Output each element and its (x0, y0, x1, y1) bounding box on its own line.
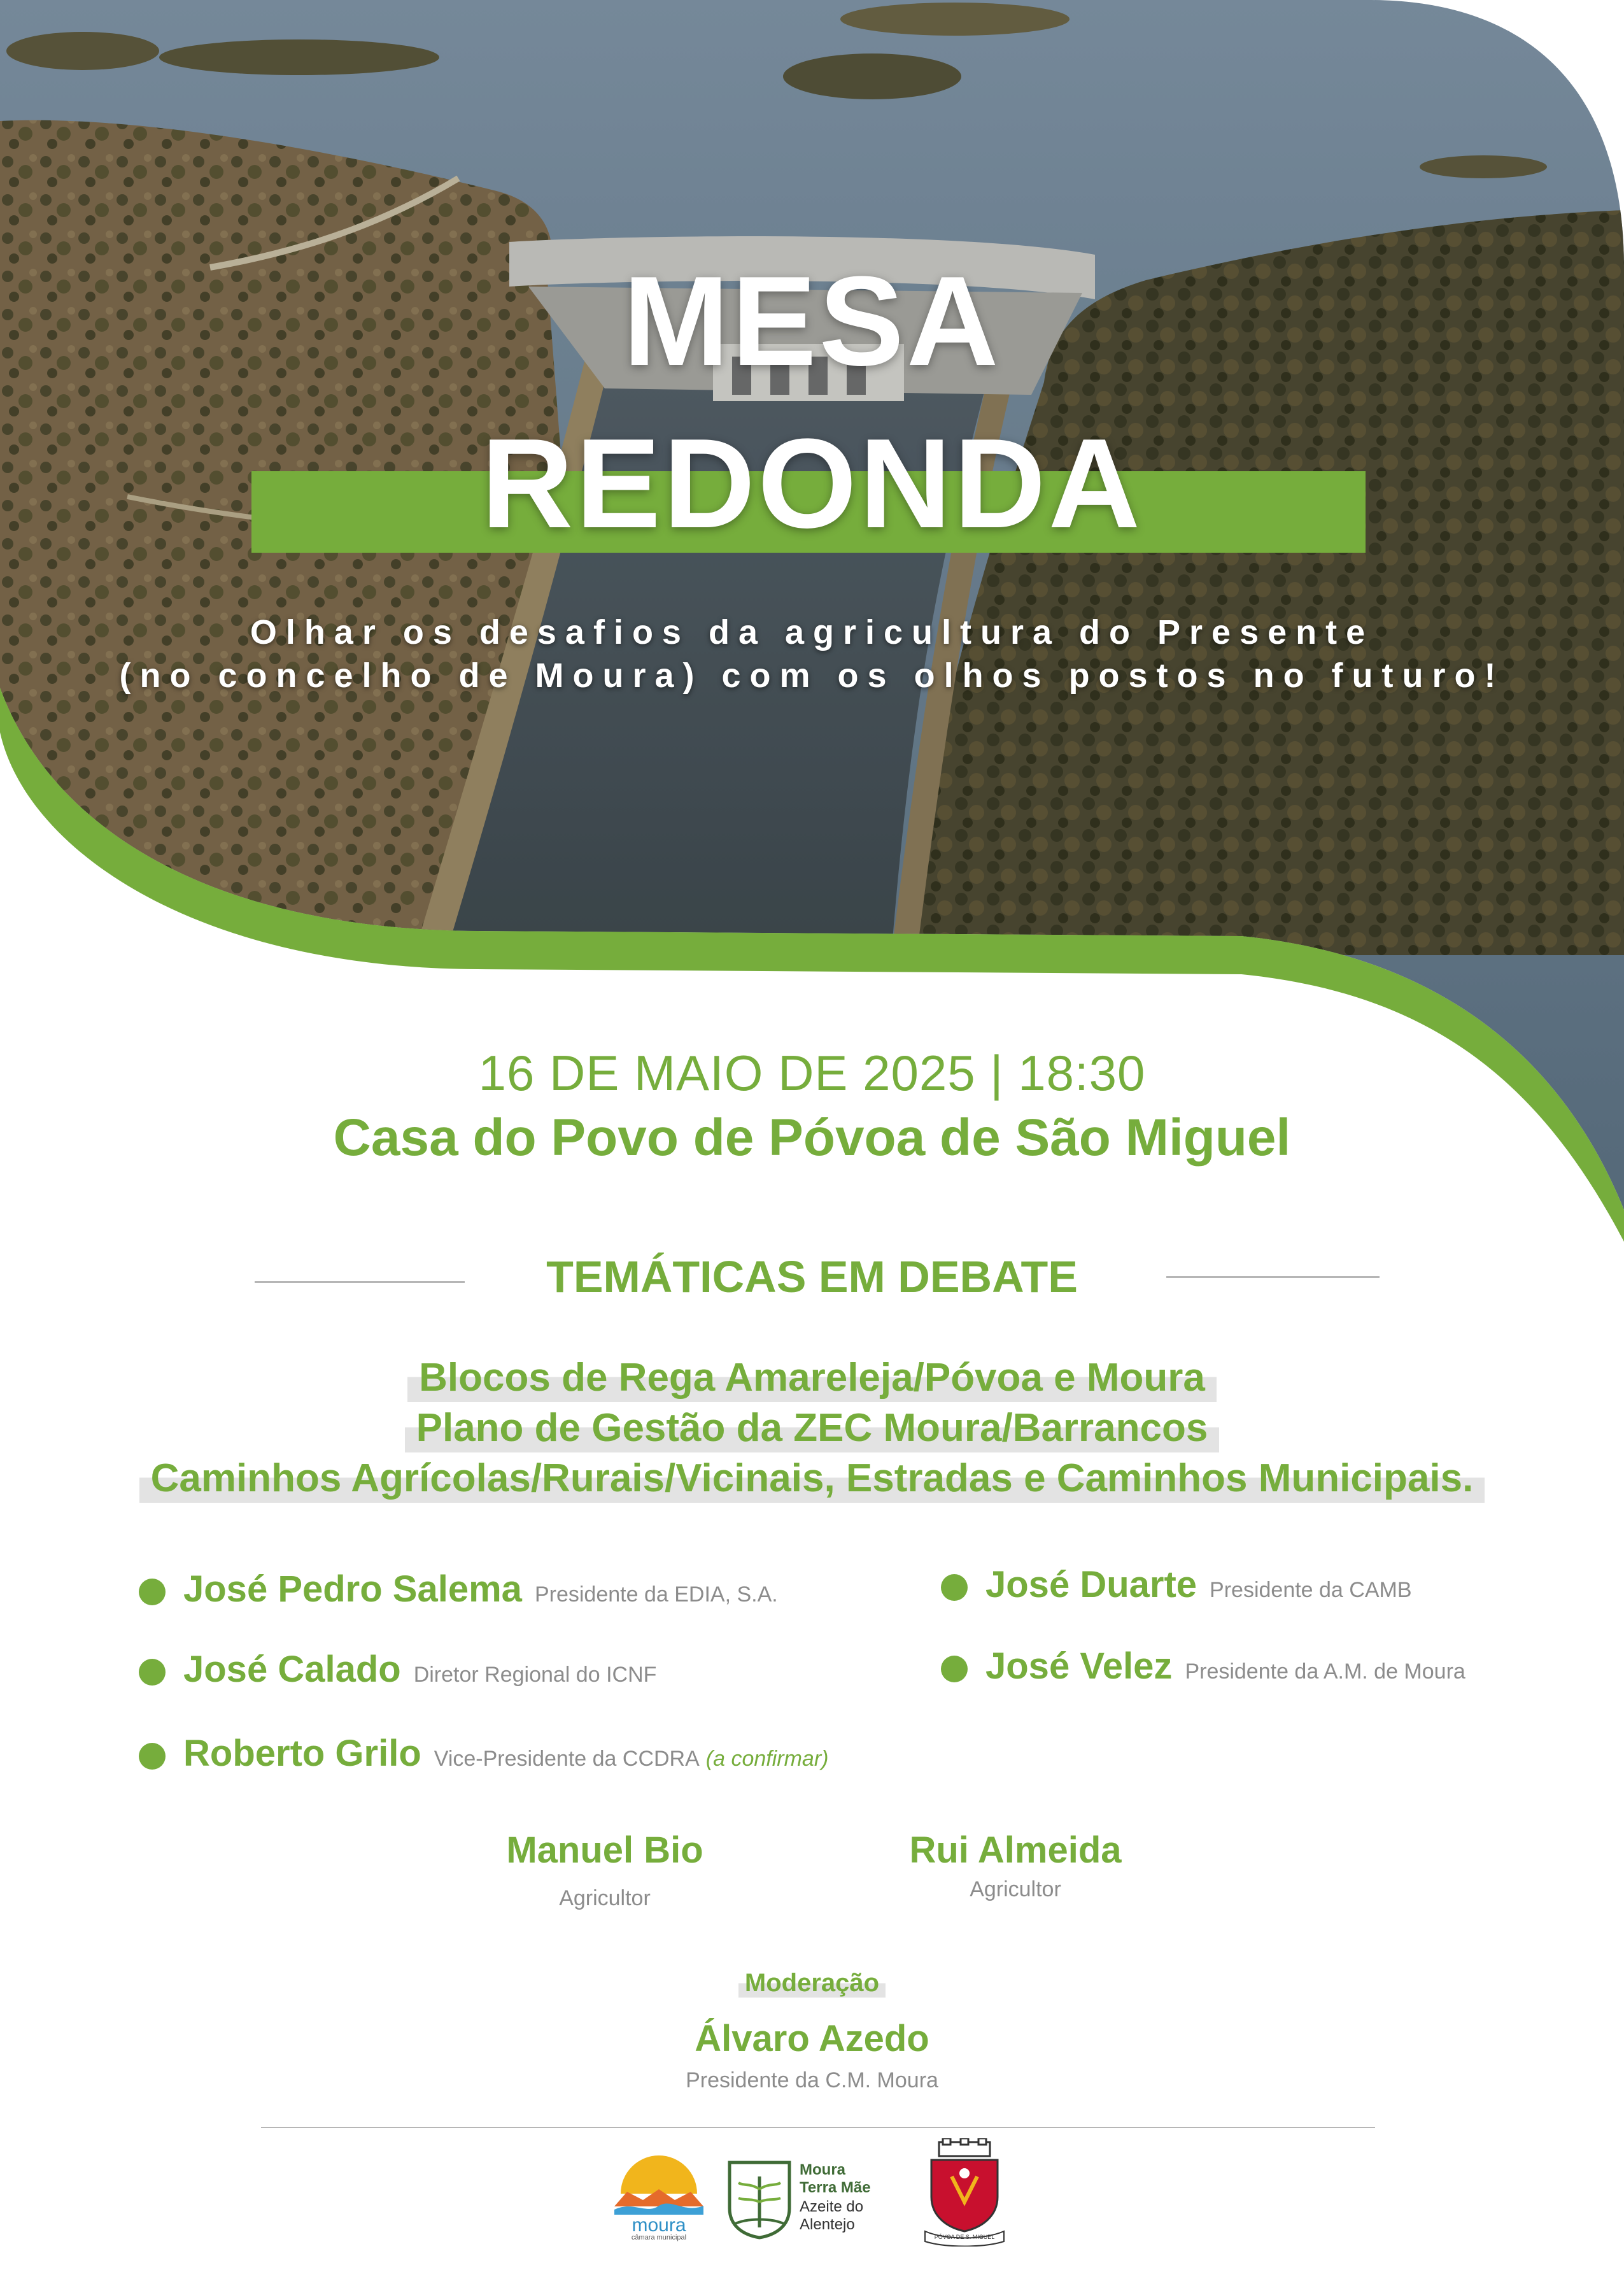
topics-heading: TEMÁTICAS EM DEBATE (546, 1252, 1078, 1302)
subtitle-line-1: Olhar os desafios da agricultura do Presente (250, 613, 1374, 651)
topic-text: Blocos de Rega Amareleja/Póvoa e Moura (407, 1354, 1217, 1402)
footer-divider (261, 2127, 1375, 2128)
moderation-label (0, 1969, 1624, 1998)
terra-mae-line2: Terra Mãe (800, 2179, 871, 2196)
speaker-role: Presidente da CAMB (1210, 1578, 1412, 1602)
subtitle-line-2: (no concelho de Moura) com os olhos postos no futuro! (119, 657, 1505, 695)
speaker-role: Vice-Presidente da CCDRA (434, 1747, 700, 1771)
speaker-role: Presidente da EDIA, S.A. (534, 1582, 778, 1607)
terra-mae-line1: Moura (800, 2161, 845, 2178)
terra-mae-line4: Alentejo (800, 2216, 855, 2233)
freguesia-coat-of-arms-logo (920, 2138, 1009, 2247)
topic-item (0, 1354, 1624, 1402)
terra-mae-line3: Azeite do (800, 2198, 864, 2215)
freguesia-ribbon-text: PÓVOA DE S. MIGUEL (934, 2234, 995, 2240)
farmer-role: Agricultor (559, 1886, 651, 1910)
farmer-role: Agricultor (970, 1877, 1061, 1901)
speaker-role: Presidente da A.M. de Moura (1185, 1659, 1465, 1684)
terra-mae-logo (724, 2157, 903, 2240)
bullet-dot-icon (941, 1656, 968, 1682)
speaker-name: Roberto Grilo (183, 1733, 421, 1774)
speaker-item (941, 1563, 1412, 1606)
speaker-note: (a confirmar) (705, 1747, 829, 1771)
speaker-name: José Duarte (985, 1564, 1197, 1605)
topic-text: Caminhos Agrícolas/Rurais/Vicinais, Estradas e Caminhos Municipais. (139, 1454, 1485, 1503)
speaker-role: Diretor Regional do ICNF (413, 1663, 657, 1687)
moura-logo-sub: câmara municipal (631, 2234, 687, 2241)
speaker-name: José Calado (183, 1649, 401, 1690)
moura-municipality-logo (608, 2140, 710, 2241)
moderation-label-text: Moderação (738, 1969, 886, 1998)
speaker-name: José Pedro Salema (183, 1568, 522, 1610)
moderator-role: Presidente da C.M. Moura (686, 2068, 938, 2092)
topic-item (0, 1404, 1624, 1452)
moura-logo-name: moura (632, 2215, 686, 2236)
topic-text: Plano de Gestão da ZEC Moura/Barrancos (405, 1404, 1220, 1452)
speaker-item (139, 1568, 778, 1610)
speaker-name: José Velez (985, 1645, 1173, 1687)
speaker-item (941, 1645, 1465, 1687)
event-date-time: 16 DE MAIO DE 2025 | 18:30 (478, 1045, 1146, 1101)
speaker-item (139, 1648, 656, 1691)
olive-tree-shield-icon (724, 2157, 794, 2240)
bullet-dot-icon (139, 1579, 166, 1605)
moderator-name: Álvaro Azedo (695, 2018, 929, 2059)
topic-item (0, 1454, 1624, 1503)
event-venue: Casa do Povo de Póvoa de São Miguel (333, 1109, 1291, 1167)
speaker-item (139, 1732, 828, 1775)
coat-of-arms-icon (920, 2138, 1009, 2247)
bullet-dot-icon (139, 1659, 166, 1686)
title-redonda: REDONDA (481, 413, 1143, 555)
farmer-name: Manuel Bio (506, 1829, 703, 1871)
farmer-name: Rui Almeida (909, 1829, 1122, 1871)
title-mesa: MESA (623, 250, 1001, 392)
bullet-dot-icon (139, 1743, 166, 1770)
bullet-dot-icon (941, 1574, 968, 1601)
